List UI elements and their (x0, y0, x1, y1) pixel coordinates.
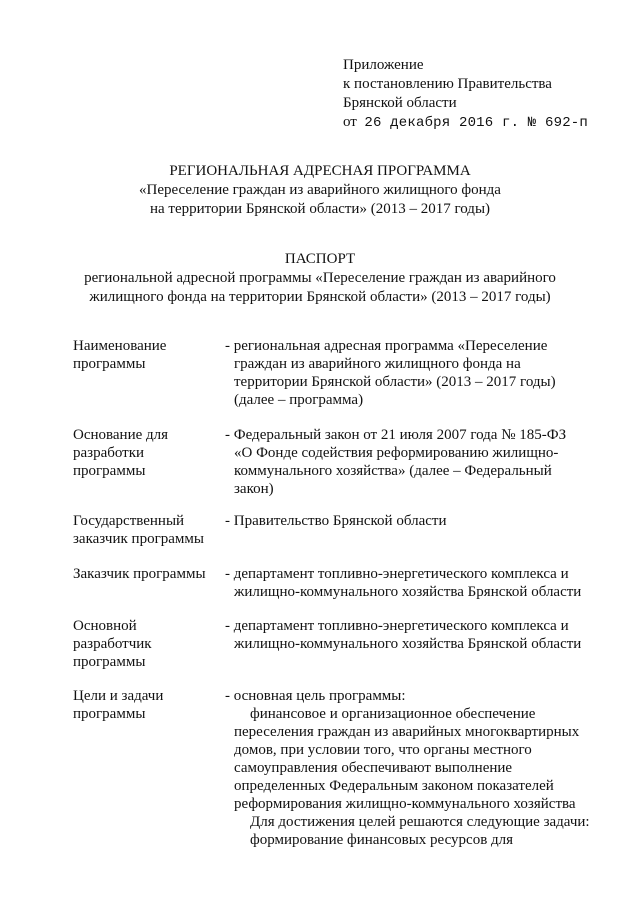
passport-subtitle-line2: жилищного фонда на территории Брянской области» (2013 – 2017 годы) (89, 289, 551, 305)
program-title-line2: «Переселение граждан из аварийного жилищного фонда (139, 182, 501, 198)
program-title-line1: РЕГИОНАЛЬНАЯ АДРЕСНАЯ ПРОГРАММА (169, 163, 471, 179)
row-value (225, 687, 595, 849)
row-value-line: закон) (234, 481, 274, 497)
annex-decree: к постановлению Правительства (343, 76, 552, 92)
row-value-line: домов, при условии того, что органы местного (234, 742, 532, 758)
row-label-line: программы (73, 654, 146, 670)
row-value-line: самоуправления обеспечивают выполнение (234, 760, 513, 776)
row-value-line: территории Брянской области» (2013 – 2017 годы) (234, 374, 556, 390)
passport-subtitle-line1: региональной адресной программы «Переселение граждан из аварийного (84, 270, 556, 286)
row-value-line: - Федеральный закон от 21 июля 2007 года № 185-ФЗ (225, 427, 567, 443)
row-value-line: финансовое и организационное обеспечение (250, 706, 536, 722)
row-label-line: Основание для (73, 427, 169, 443)
row-label-line: Заказчик программы (73, 566, 206, 582)
row-value-line: - региональная адресная программа «Переселение (225, 338, 548, 354)
row-value-line: жилищно-коммунального хозяйства Брянской области (234, 636, 582, 652)
program-title-line3: на территории Брянской области» (2013 – 2017 годы) (149, 201, 491, 217)
row-value-line: реформирования жилищно-коммунального хозяйства (234, 796, 576, 812)
passport-heading: ПАСПОРТ (284, 251, 356, 267)
row-value-line: (далее – программа) (234, 392, 364, 408)
passport-heading-block (0, 250, 640, 307)
row-value-line: формирование финансовых ресурсов для (250, 832, 514, 848)
row-label (73, 687, 223, 723)
row-label-line: программы (73, 463, 146, 479)
row-label-line: разработчик (73, 636, 152, 652)
annex-date-line (343, 113, 588, 133)
row-value-line: Для достижения целей решаются следующие задачи: (250, 814, 590, 830)
row-label-line: Наименование (73, 338, 167, 354)
row-value-line: - основная цель программы: (225, 688, 406, 704)
row-value (225, 617, 595, 653)
row-label (73, 426, 223, 480)
row-label-line: разработки (73, 445, 145, 461)
row-value (225, 565, 595, 601)
row-value-line: жилищно-коммунального хозяйства Брянской области (234, 584, 582, 600)
row-value-line: - Правительство Брянской области (225, 513, 447, 529)
row-label-line: программы (73, 356, 146, 372)
row-value-line: граждан из аварийного жилищного фонда на (234, 356, 521, 372)
row-label-line: Государственный (73, 513, 185, 529)
row-label-line: заказчик программы (73, 531, 204, 547)
row-value (225, 512, 595, 530)
row-label-line: Цели и задачи (73, 688, 164, 704)
row-label (73, 617, 223, 671)
annex-region: Брянской области (343, 95, 457, 111)
row-value-line: определенных Федеральным законом показателей (234, 778, 554, 794)
row-value-line: - департамент топливно-энергетического комплекса и (225, 618, 569, 634)
annex-date-stamp: 26 декабря 2016 г. № 692-п (364, 115, 588, 131)
annex-date-prefix: от (343, 114, 357, 130)
row-value-line: «О Фонде содействия реформированию жилищно- (234, 445, 559, 461)
row-value-line: переселения граждан из аварийных многоквартирных (234, 724, 580, 740)
row-label-line: Основной (73, 618, 137, 634)
row-value-line: коммунального хозяйства» (далее – Федеральный (234, 463, 552, 479)
row-label (73, 565, 223, 583)
annex-title: Приложение (343, 57, 424, 73)
annex-block (343, 56, 588, 133)
row-value-line: - департамент топливно-энергетического комплекса и (225, 566, 569, 582)
row-label (73, 337, 223, 373)
row-value (225, 337, 595, 409)
program-title (0, 162, 640, 219)
row-label (73, 512, 223, 548)
row-label-line: программы (73, 706, 146, 722)
row-value (225, 426, 595, 498)
